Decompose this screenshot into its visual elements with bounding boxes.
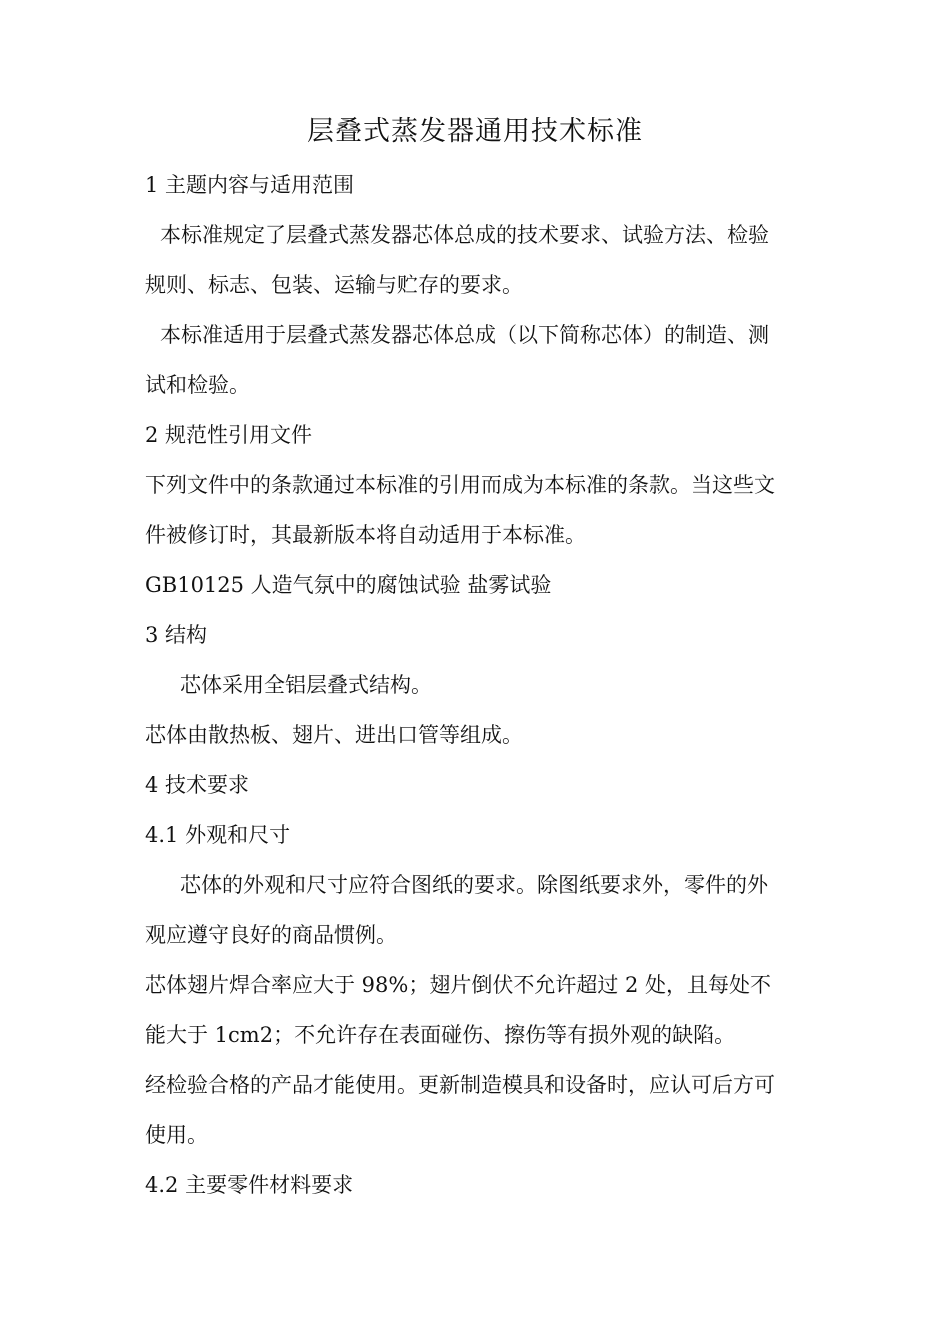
section-heading-2: 2 规范性引用文件 bbox=[145, 423, 313, 447]
paragraph-line: 试和检验。 bbox=[145, 373, 250, 397]
paragraph-line: 芯体由散热板、翅片、进出口管等组成。 bbox=[145, 723, 523, 747]
paragraph-line: 使用。 bbox=[145, 1123, 208, 1147]
paragraph-line: 能大于 1cm2；不允许存在表面碰伤、擦伤等有损外观的缺陷。 bbox=[145, 1023, 736, 1047]
reference-line: GB10125 人造气氛中的腐蚀试验 盐雾试验 bbox=[145, 573, 552, 597]
paragraph-line: 下列文件中的条款通过本标准的引用而成为本标准的条款。当这些文 bbox=[145, 473, 775, 497]
subsection-heading-4-2: 4.2 主要零件材料要求 bbox=[145, 1173, 354, 1197]
paragraph-line: 规则、标志、包装、运输与贮存的要求。 bbox=[145, 273, 523, 297]
document-title: 层叠式蒸发器通用技术标准 bbox=[307, 116, 643, 147]
paragraph-line: 经检验合格的产品才能使用。更新制造模具和设备时，应认可后方可 bbox=[145, 1073, 775, 1097]
paragraph-line: 芯体的外观和尺寸应符合图纸的要求。除图纸要求外，零件的外 bbox=[180, 873, 768, 897]
section-heading-1: 1 主题内容与适用范围 bbox=[145, 173, 355, 197]
paragraph-line: 本标准适用于层叠式蒸发器芯体总成（以下简称芯体）的制造、测 bbox=[160, 323, 769, 347]
paragraph-line: 本标准规定了层叠式蒸发器芯体总成的技术要求、试验方法、检验 bbox=[160, 223, 769, 247]
section-heading-3: 3 结构 bbox=[145, 623, 208, 647]
paragraph-line: 观应遵守良好的商品惯例。 bbox=[145, 923, 397, 947]
paragraph-line: 芯体采用全铝层叠式结构。 bbox=[180, 673, 432, 697]
section-heading-4: 4 技术要求 bbox=[145, 773, 250, 797]
paragraph-line: 件被修订时，其最新版本将自动适用于本标准。 bbox=[145, 523, 586, 547]
paragraph-line: 芯体翅片焊合率应大于 98%；翅片倒伏不允许超过 2 处，且每处不 bbox=[145, 973, 772, 997]
subsection-heading-4-1: 4.1 外观和尺寸 bbox=[145, 823, 291, 847]
